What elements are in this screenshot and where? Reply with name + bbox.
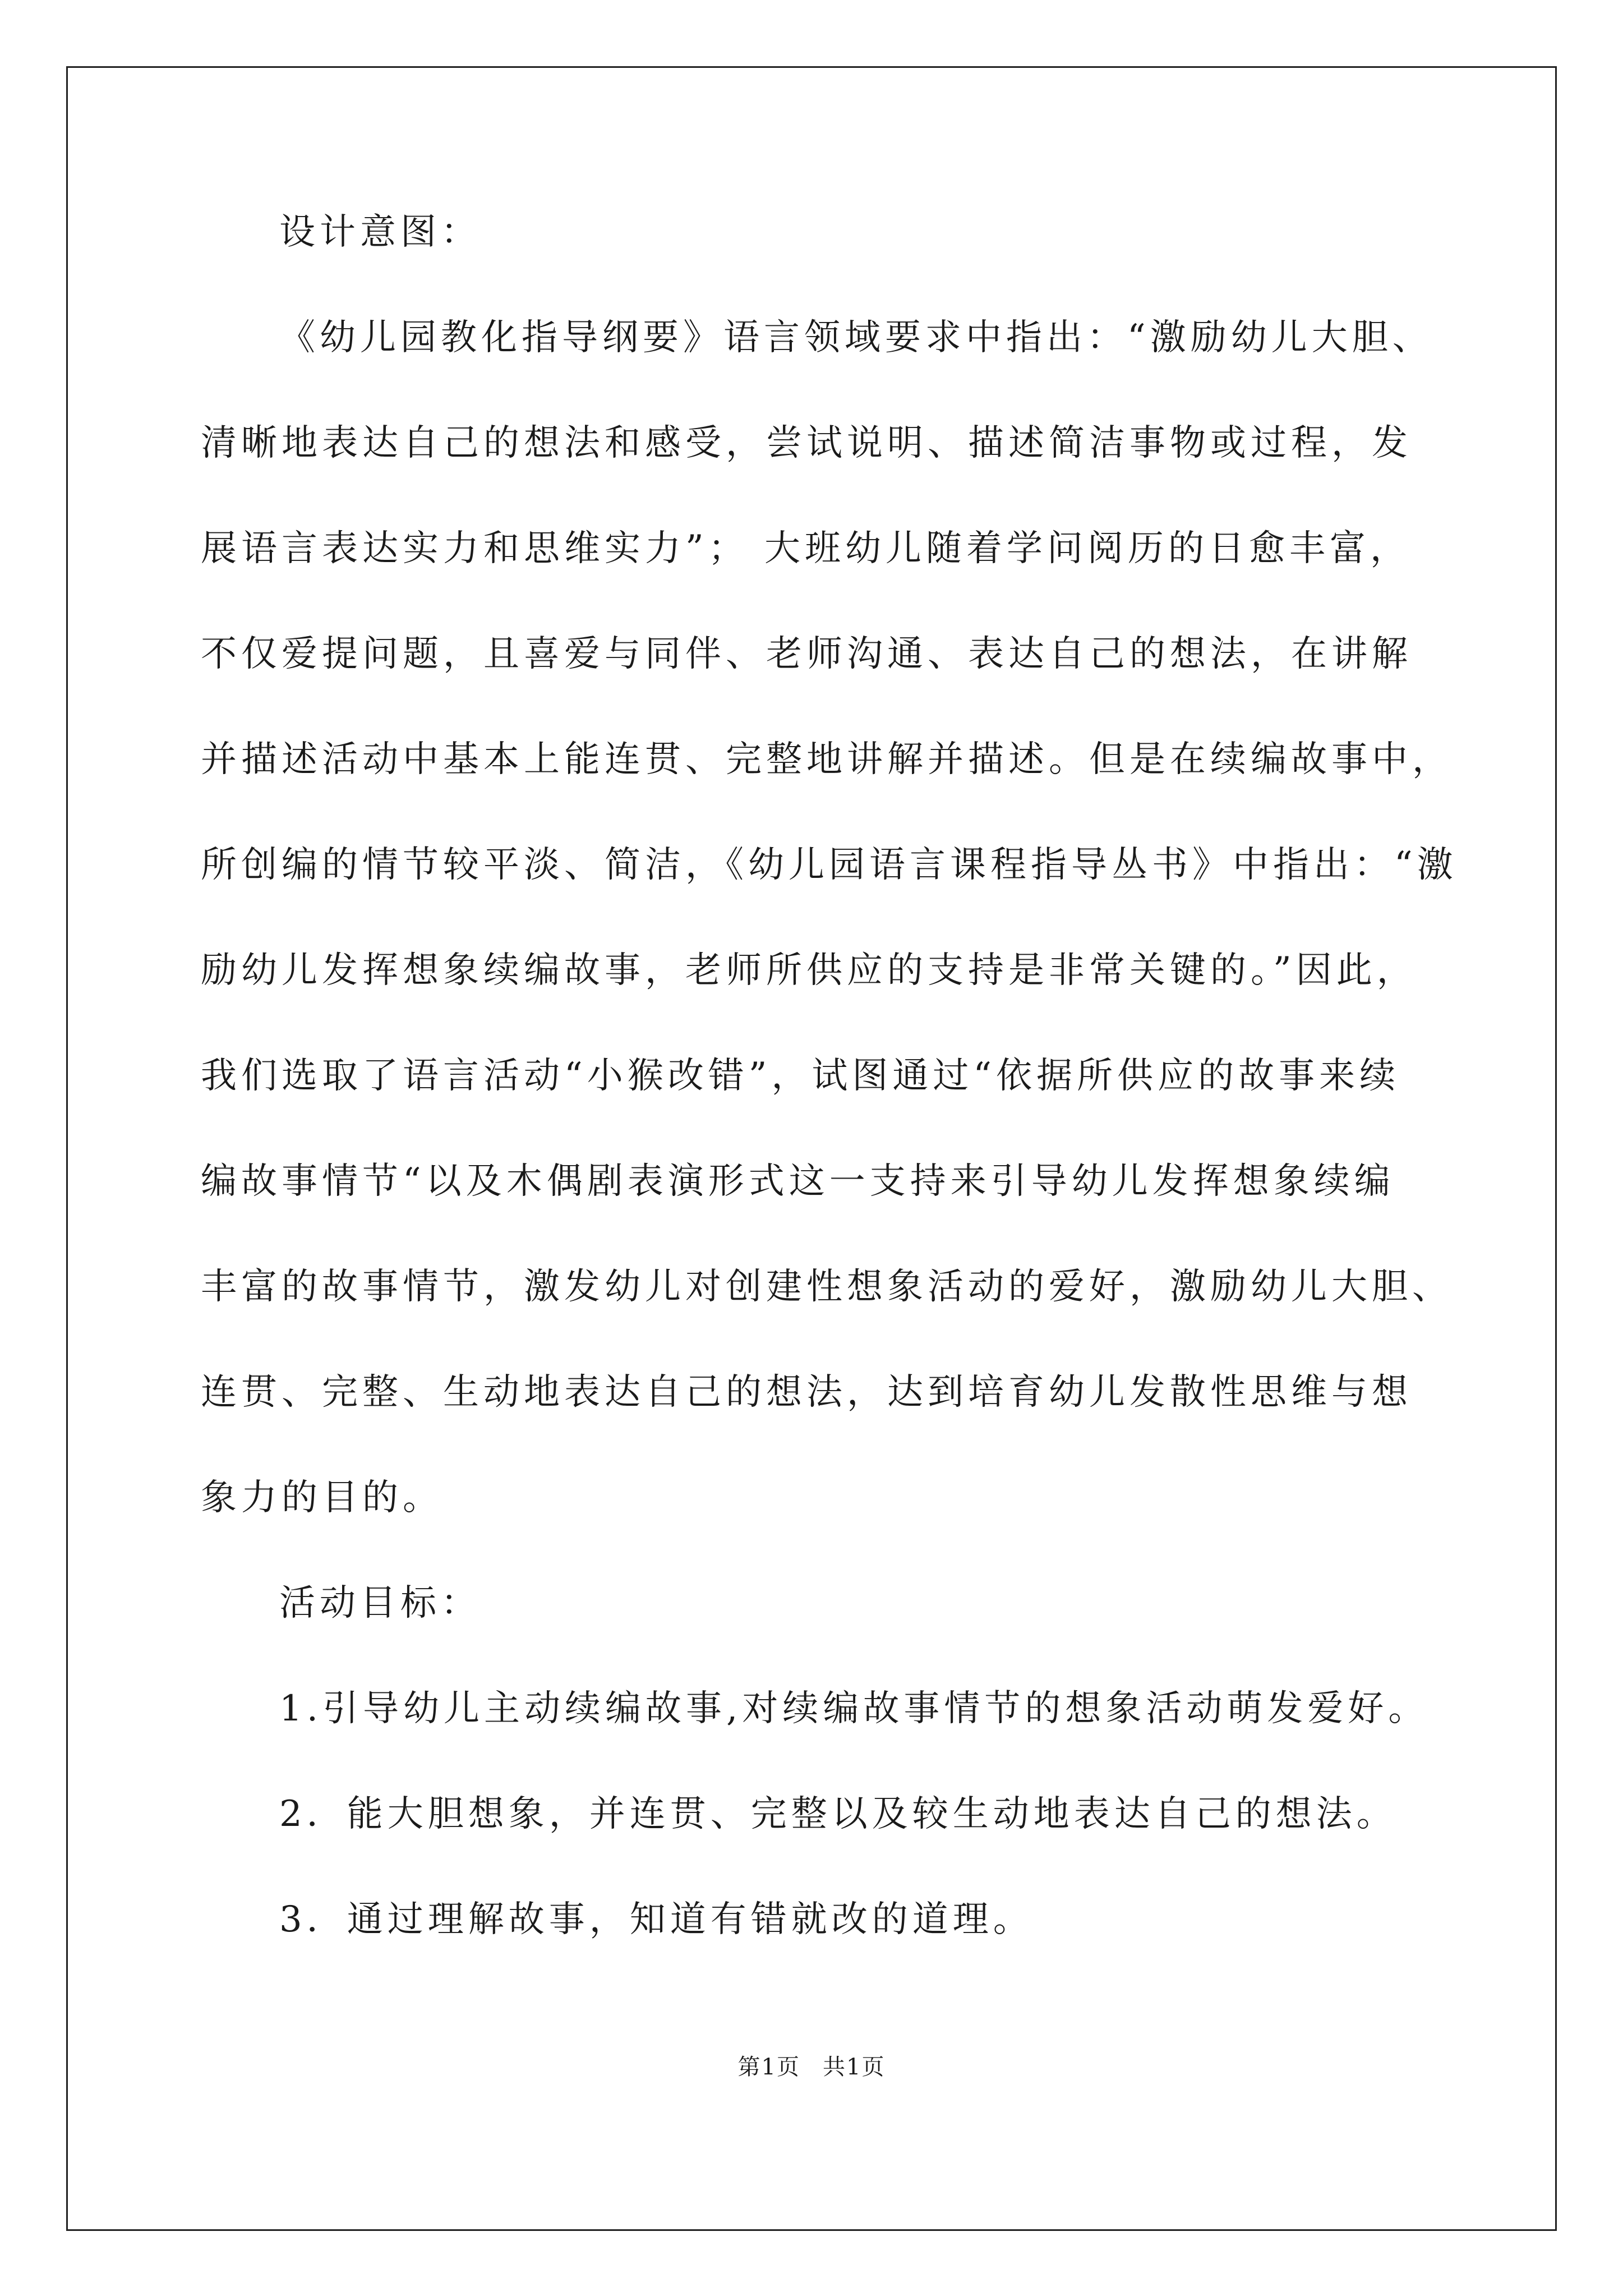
goal-item-2: 2．能大胆想象，并连贯、完整以及较生动地表达自己的想法。 xyxy=(279,1793,1397,1835)
paragraph-line: 象力的目的。 xyxy=(201,1477,443,1519)
paragraph-line: 并描述活动中基本上能连贯、完整地讲解并描述。但是在续编故事中， xyxy=(201,739,1453,780)
goal-item-1: 1.引导幼儿主动续编故事,对续编故事情节的想象活动萌发爱好。 xyxy=(279,1688,1429,1729)
paragraph-line: 《幼儿园教化指导纲要》语言领域要求中指出：“激励幼儿大胆、 xyxy=(279,317,1433,358)
paragraph-line: 不仅爱提问题，且喜爱与同伴、老师沟通、表达自己的想法，在讲解 xyxy=(201,633,1412,675)
paragraph-line: 展语言表达实力和思维实力”； 大班幼儿随着学问阅历的日愈丰富， xyxy=(201,528,1411,569)
paragraph-line: 连贯、完整、生动地表达自己的想法，达到培育幼儿发散性思维与想 xyxy=(201,1372,1412,1413)
paragraph-line: 我们选取了语言活动“小猴改错”，试图通过“依据所供应的故事来续 xyxy=(201,1055,1400,1097)
page-footer xyxy=(0,2053,1623,2081)
paragraph-line: 丰富的故事情节，激发幼儿对创建性想象活动的爱好，激励幼儿大胆、 xyxy=(201,1266,1453,1308)
paragraph-line: 清晰地表达自己的想法和感受，尝试说明、描述简洁事物或过程，发 xyxy=(201,422,1412,464)
paragraph-line: 编故事情节“以及木偶剧表演形式这一支持来引导幼儿发挥想象续编 xyxy=(201,1161,1395,1202)
page-total: 共1页 xyxy=(823,2054,886,2080)
page-number: 第1页 xyxy=(737,2054,800,2080)
heading-activity-goals: 活动目标： xyxy=(279,1582,481,1624)
goal-item-3: 3．通过理解故事，知道有错就改的道理。 xyxy=(279,1899,1034,1940)
paragraph-line: 励幼儿发挥想象续编故事，老师所供应的支持是非常关键的。”因此， xyxy=(201,950,1417,991)
heading-design-intent: 设计意图： xyxy=(279,211,481,253)
paragraph-line: 所创编的情节较平淡、简洁，《幼儿园语言课程指导丛书》中指出：“激 xyxy=(201,844,1458,886)
